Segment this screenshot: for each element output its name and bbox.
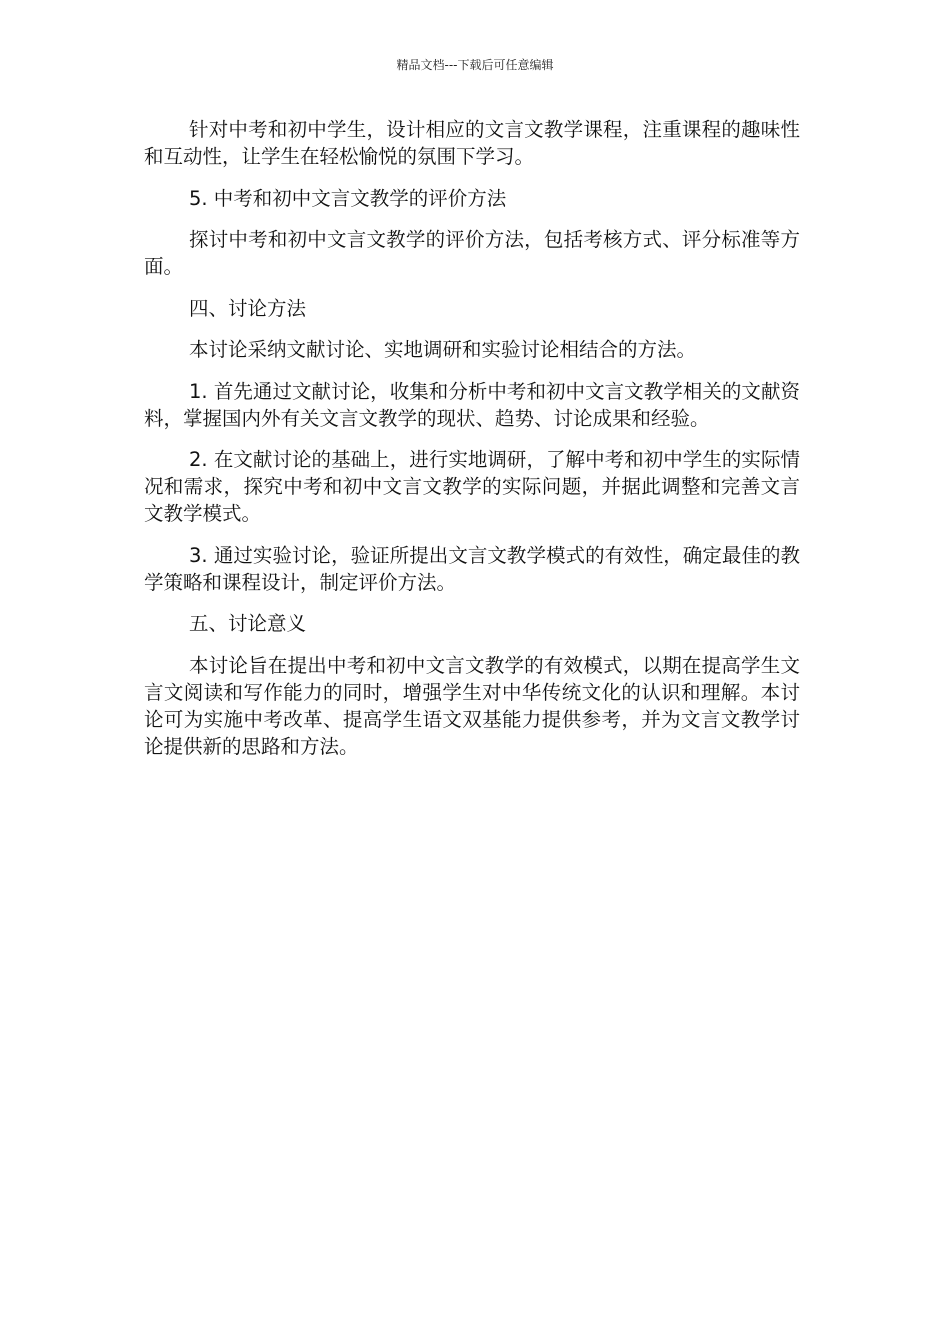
heading-research-significance: 五、讨论意义 xyxy=(189,612,307,635)
heading-research-method: 四、讨论方法 xyxy=(189,296,307,320)
paragraph-research-step-2: 2. 在文献讨论的基础上，进行实地调研，了解中考和初中学生的实际情况和需求，探究中考和初中文言文教学的实际问题，并据此调整和完善文言文教学模式。 xyxy=(144,448,800,525)
paragraph-research-method-intro: 本讨论采纳文献讨论、实地调研和实验讨论相结合的方法。 xyxy=(189,338,697,361)
paragraph-course-design: 针对中考和初中学生，设计相应的文言文教学课程，注重课程的趣味性和互动性，让学生在轻松愉悦的氛围下学习。 xyxy=(144,118,800,168)
page-header: 精品文档---下载后可任意编辑 xyxy=(396,58,554,72)
heading-evaluation-method: 5. 中考和初中文言文教学的评价方法 xyxy=(189,186,507,210)
document-body xyxy=(144,116,800,774)
paragraph-research-significance: 本讨论旨在提出中考和初中文言文教学的有效模式，以期在提高学生文言文阅读和写作能力的同时，增强学生对中华传统文化的认识和理解。本讨论可为实施中考改革、提高学生语文双基能力提供参考，并为文言文教学讨论提供新的思路和方法。 xyxy=(144,653,800,758)
paragraph-research-step-1: 1. 首先通过文献讨论，收集和分析中考和初中文言文教学相关的文献资料，掌握国内外有关文言文教学的现状、趋势、讨论成果和经验。 xyxy=(144,379,800,430)
paragraph-evaluation-method: 探讨中考和初中文言文教学的评价方法，包括考核方式、评分标准等方面。 xyxy=(144,228,800,278)
paragraph-research-step-3: 3. 通过实验讨论，验证所提出文言文教学模式的有效性，确定最佳的教学策略和课程设计，制定评价方法。 xyxy=(144,543,800,594)
